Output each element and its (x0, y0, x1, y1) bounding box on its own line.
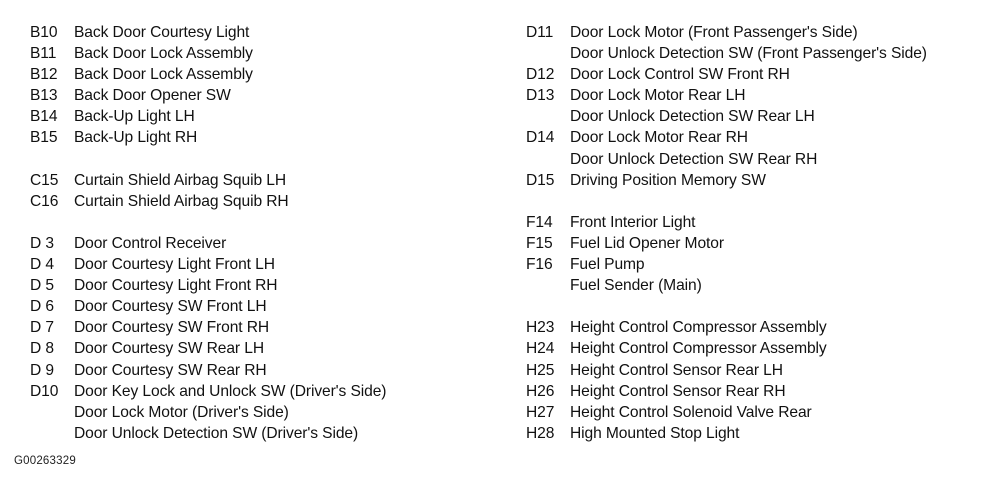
component-entry (30, 43, 470, 64)
component-entry (526, 127, 986, 148)
component-label: Back-Up Light RH (74, 129, 198, 147)
component-label: Height Control Sensor Rear LH (570, 361, 783, 379)
component-label: Door Lock Motor (Driver's Side) (74, 403, 289, 421)
component-code: D 9 (30, 361, 54, 379)
component-entry (526, 170, 986, 191)
component-entry (30, 402, 470, 423)
component-code: B11 (30, 45, 57, 63)
component-entry (30, 423, 470, 444)
component-label: Height Control Sensor Rear RH (570, 382, 786, 400)
component-entry (30, 127, 470, 148)
component-label: Door Courtesy SW Rear LH (74, 340, 264, 358)
component-label: Back Door Opener SW (74, 87, 231, 105)
section-spacer (30, 212, 470, 233)
component-entry (30, 191, 470, 212)
component-code (526, 149, 570, 170)
component-label: Fuel Sender (Main) (570, 277, 702, 295)
component-label: Door Key Lock and Unlock SW (Driver's Side) (74, 382, 387, 400)
component-label: Door Lock Motor (Front Passenger's Side) (570, 24, 858, 41)
component-code: C16 (30, 192, 59, 210)
component-label: Door Control Receiver (74, 234, 227, 252)
section-spacer (30, 149, 470, 170)
component-code: D 3 (30, 234, 54, 252)
component-entry (526, 338, 986, 359)
section-spacer (526, 296, 986, 317)
component-entry (526, 22, 986, 43)
component-list-right-column (526, 22, 986, 444)
component-code: B15 (30, 129, 58, 147)
component-label: Height Control Compressor Assembly (570, 340, 827, 358)
component-entry (526, 106, 986, 127)
component-code: B10 (30, 24, 58, 41)
component-code: D 6 (30, 298, 54, 316)
component-entry (30, 317, 470, 338)
component-code: D 8 (30, 340, 54, 358)
figure-id: G00263329 (14, 455, 76, 467)
component-label: Door Unlock Detection SW (Driver's Side) (74, 424, 359, 442)
component-entry (526, 64, 986, 85)
component-code: F14 (526, 213, 553, 231)
component-label: Door Lock Control SW Front RH (570, 66, 790, 84)
component-code: B13 (30, 87, 58, 105)
component-code: D 5 (30, 277, 54, 295)
component-entry (30, 106, 470, 127)
component-label: Driving Position Memory SW (570, 171, 766, 189)
component-label: Door Unlock Detection SW (Front Passenger's Side) (570, 45, 927, 63)
component-label: Door Unlock Detection SW Rear LH (570, 108, 815, 126)
component-entry (30, 254, 470, 275)
component-entry (526, 275, 986, 296)
component-entry (526, 381, 986, 402)
component-code: D14 (526, 129, 555, 147)
component-code (526, 275, 570, 296)
component-entry (30, 381, 470, 402)
component-entry (526, 85, 986, 106)
component-code (30, 402, 74, 423)
component-label: Back Door Lock Assembly (74, 66, 253, 84)
component-entry (526, 402, 986, 423)
component-entry (526, 423, 986, 444)
component-entry (30, 296, 470, 317)
component-code: D 7 (30, 319, 54, 337)
component-list-left-column (30, 22, 470, 444)
section-spacer (526, 191, 986, 212)
component-code: B12 (30, 66, 58, 84)
component-entry (526, 43, 986, 64)
component-code (30, 423, 74, 444)
component-label: Door Courtesy SW Rear RH (74, 361, 267, 379)
component-code: H25 (526, 361, 555, 379)
component-entry (30, 64, 470, 85)
component-label: Back Door Courtesy Light (74, 24, 250, 41)
component-label: Door Courtesy SW Front RH (74, 319, 270, 337)
component-label: Door Unlock Detection SW Rear RH (570, 150, 818, 168)
component-code: D11 (526, 24, 554, 41)
component-code (526, 106, 570, 127)
component-entry (30, 275, 470, 296)
component-code: D 4 (30, 256, 54, 274)
component-code: H26 (526, 382, 555, 400)
component-entry (526, 149, 986, 170)
component-entry (30, 170, 470, 191)
component-entry (30, 85, 470, 106)
component-code: D15 (526, 171, 555, 189)
component-entry (526, 360, 986, 381)
component-code: H28 (526, 424, 555, 442)
component-label: Back-Up Light LH (74, 108, 195, 126)
component-label: Door Courtesy Light Front RH (74, 277, 278, 295)
component-code: B14 (30, 108, 58, 126)
component-entry (30, 22, 470, 43)
component-code (526, 43, 570, 64)
component-label: Height Control Compressor Assembly (570, 319, 827, 337)
component-code: H27 (526, 403, 555, 421)
component-label: Door Courtesy Light Front LH (74, 256, 275, 274)
component-label: Door Courtesy SW Front LH (74, 298, 267, 316)
component-label: Curtain Shield Airbag Squib RH (74, 192, 289, 210)
component-code: H24 (526, 340, 555, 358)
component-code: D12 (526, 66, 555, 84)
component-code: C15 (30, 171, 59, 189)
component-label: Fuel Pump (570, 256, 645, 274)
component-label: Curtain Shield Airbag Squib LH (74, 171, 286, 189)
component-label: Front Interior Light (570, 213, 696, 231)
component-entry (526, 212, 986, 233)
component-label: Door Lock Motor Rear LH (570, 87, 746, 105)
component-label: Back Door Lock Assembly (74, 45, 253, 63)
component-code: D10 (30, 382, 59, 400)
component-code: F15 (526, 234, 553, 252)
component-label: Height Control Solenoid Valve Rear (570, 403, 812, 421)
component-entry (526, 254, 986, 275)
component-entry (30, 360, 470, 381)
component-code: D13 (526, 87, 555, 105)
component-code: F16 (526, 256, 553, 274)
component-label: Fuel Lid Opener Motor (570, 234, 724, 252)
component-label: Door Lock Motor Rear RH (570, 129, 748, 147)
component-entry (526, 317, 986, 338)
component-code: H23 (526, 319, 555, 337)
component-label: High Mounted Stop Light (570, 424, 740, 442)
component-entry (526, 233, 986, 254)
component-entry (30, 233, 470, 254)
component-entry (30, 338, 470, 359)
